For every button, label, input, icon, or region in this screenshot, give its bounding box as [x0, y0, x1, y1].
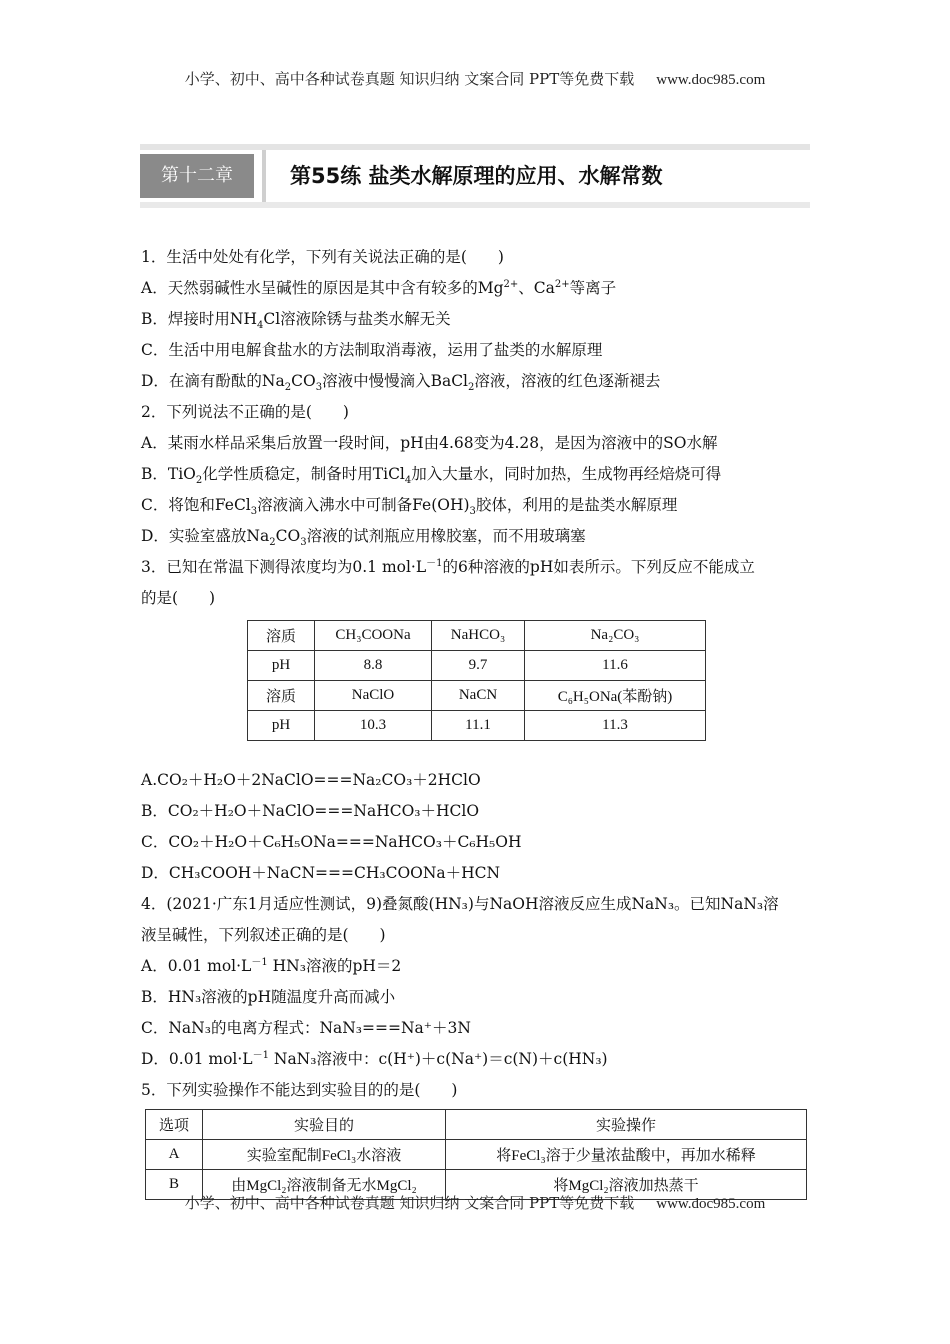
q2-c-sub2: 3: [469, 506, 476, 518]
table-cell: A: [146, 1140, 203, 1170]
q2-c-sub: 3: [250, 506, 258, 518]
table-row: [146, 1140, 807, 1170]
q2-b-text3: 加入大量水，同时加热，生成物再经焙烧可得: [411, 465, 722, 483]
q1-a-sup2: 2+: [554, 278, 570, 290]
table-cell: CH₃COONa: [315, 621, 432, 651]
q1-d-sub2: 3: [315, 382, 323, 394]
table-cell: 9.7: [432, 651, 525, 681]
chapter-banner: [140, 144, 810, 208]
q2-d-text2: CO: [275, 527, 301, 545]
table-cell: 实验室配制FeCl₃水溶液: [203, 1140, 446, 1170]
q1-option-b: [141, 304, 810, 335]
q4-option-b: B．HN₃溶液的pH随温度升高而减小: [141, 988, 396, 1006]
header-site-link[interactable]: www.doc985.com: [656, 72, 766, 88]
table-cell: NaClO: [315, 681, 432, 711]
q1-b-sub: 4: [256, 320, 264, 332]
table-cell: B: [146, 1170, 203, 1200]
q1-d-sub: 2: [284, 382, 292, 394]
q4-stem-line2: 液呈碱性，下列叙述正确的是( ): [141, 926, 386, 944]
table-cell: NaCN: [432, 681, 525, 711]
q2-b-sub: 2: [195, 475, 203, 487]
q2-b-sub2: 4: [404, 475, 412, 487]
footer-site-link[interactable]: www.doc985.com: [656, 1196, 766, 1212]
page-header-top: [0, 68, 950, 89]
q1-option-c: C．生活中用电解食盐水的方法制取消毒液，运用了盐类的水解原理: [141, 341, 603, 359]
table-cell: 8.8: [315, 651, 432, 681]
q1-stem: 1．生活中处处有化学，下列有关说法正确的是( ): [141, 248, 504, 266]
table-row: [146, 1110, 807, 1140]
q3-stem-line2: 的是( ): [141, 589, 216, 607]
table-cell: C₆H₅ONa(苯酚钠): [525, 681, 706, 711]
q2-option-a: A．某雨水样品采集后放置一段时间，pH由4.68变为4.28，是因为溶液中的SO水解: [141, 434, 718, 452]
q4-a-sup: －1: [251, 956, 268, 968]
q2-b-text: B．TiO: [141, 465, 196, 483]
q3-ph-table: [247, 620, 706, 741]
table-header-cell: 选项: [146, 1110, 203, 1140]
q2-c-text: C．将饱和FeCl: [141, 496, 251, 514]
q2-c-text2: 溶液滴入沸水中可制备Fe(OH): [257, 496, 470, 514]
q3-option-a: A.CO₂＋H₂O＋2NaClO===Na₂CO₃＋2HClO: [141, 771, 481, 789]
q3-option-b: B．CO₂＋H₂O＋NaClO===NaHCO₃＋HClO: [141, 802, 480, 820]
q1-a-sup: 2+: [503, 278, 519, 290]
q2-option-d: [141, 521, 810, 552]
q1-d-sub3: 2: [468, 382, 475, 394]
q2-d-text3: 溶液的试剂瓶应用橡胶塞，而不用玻璃塞: [306, 527, 586, 545]
q4-a-text2: HN₃溶液的pH＝2: [267, 957, 402, 975]
table-cell: 溶质: [248, 681, 315, 711]
table-cell: pH: [248, 711, 315, 741]
table-cell: 由MgCl₂溶液制备无水MgCl₂: [203, 1170, 446, 1200]
q4-d-text2: NaN₃溶液中：c(H⁺)＋c(Na⁺)＝c(N)＋c(HN₃): [268, 1050, 608, 1068]
table-row: [248, 651, 706, 681]
page-footer: [0, 1192, 950, 1213]
q1-d-text: D．在滴有酚酞的Na: [141, 372, 285, 390]
q1-a-text3: 等离子: [569, 279, 617, 297]
table-cell: 11.6: [525, 651, 706, 681]
q3-stem-line1: [141, 552, 810, 583]
table-row: [248, 621, 706, 651]
table-cell: 10.3: [315, 711, 432, 741]
q4-a-text: A．0.01 mol·L: [141, 957, 252, 975]
table-cell: 11.3: [525, 711, 706, 741]
table-cell: 将FeCl₃溶于少量浓盐酸中，再加水稀释: [446, 1140, 807, 1170]
q1-b-text2: Cl溶液除锈与盐类水解无关: [263, 310, 451, 328]
q1-a-text: A．天然弱碱性水呈碱性的原因是其中含有较多的Mg: [141, 279, 504, 297]
q2-option-b: [141, 459, 810, 490]
q1-option-d: [141, 366, 810, 397]
q1-b-text: B．焊接时用NH: [141, 310, 257, 328]
q5-experiment-table: [145, 1109, 807, 1200]
q1-d-text3: 溶液中慢慢滴入BaCl: [322, 372, 469, 390]
q4-option-a: [141, 951, 810, 982]
q2-option-c: [141, 490, 810, 521]
table-cell: pH: [248, 651, 315, 681]
q4-d-text: D．0.01 mol·L: [141, 1050, 253, 1068]
table-row: [248, 711, 706, 741]
q3-stem-text: 3．已知在常温下测得浓度均为0.1 mol·L: [141, 558, 427, 576]
q4-d-sup: －1: [252, 1049, 269, 1061]
q5-stem: 5．下列实验操作不能达到实验目的的是( ): [141, 1081, 458, 1099]
banner-divider: [262, 150, 266, 204]
table-cell: Na₂CO₃: [525, 621, 706, 651]
q2-d-text: D．实验室盛放Na: [141, 527, 270, 545]
q2-stem: 2．下列说法不正确的是( ): [141, 403, 349, 421]
header-text: 小学、初中、高中各种试卷真题 知识归纳 文案合同 PPT等免费下载: [184, 70, 635, 88]
q1-d-text2: CO: [291, 372, 316, 390]
q2-d-sub: 2: [269, 537, 276, 549]
table-cell: NaHCO₃: [432, 621, 525, 651]
table-cell: 11.1: [432, 711, 525, 741]
footer-text: 小学、初中、高中各种试卷真题 知识归纳 文案合同 PPT等免费下载: [184, 1194, 635, 1212]
table-row: [248, 681, 706, 711]
q3-option-c: C．CO₂＋H₂O＋C₆H₅ONa===NaHCO₃＋C₆H₅OH: [141, 833, 522, 851]
q2-b-text2: 化学性质稳定，制备时用TiCl: [202, 465, 405, 483]
q1-d-text4: 溶液，溶液的红色逐渐褪去: [474, 372, 661, 390]
q4-option-d: [141, 1044, 810, 1075]
q2-c-text3: 胶体，利用的是盐类水解原理: [475, 496, 678, 514]
q2-d-sub2: 3: [300, 537, 307, 549]
page-title: 第55练 盐类水解原理的应用、水解常数: [290, 164, 663, 188]
chapter-label: 第十二章: [140, 154, 254, 198]
q1-option-a: [141, 273, 810, 304]
q4-stem-line1: 4．(2021·广东1月适应性测试，9)叠氮酸(HN₃)与NaOH溶液反应生成NaN₃。已知NaN₃溶: [141, 895, 779, 913]
q1-a-text2: 、Ca: [518, 279, 555, 297]
table-cell: 溶质: [248, 621, 315, 651]
q3-option-d: D．CH₃COOH＋NaCN===CH₃COONa＋HCN: [141, 864, 501, 882]
q3-stem-sup: －1: [426, 557, 443, 569]
q3-stem-text2: 的6种溶液的pH如表所示。下列反应不能成立: [442, 558, 755, 576]
banner-bottom-rule: [140, 202, 810, 208]
q4-option-c: C．NaN₃的电离方程式：NaN₃===Na⁺＋3N: [141, 1019, 471, 1037]
banner-top-rule: [140, 144, 810, 150]
table-header-cell: 实验操作: [446, 1110, 807, 1140]
table-cell: 将MgCl₂溶液加热蒸干: [446, 1170, 807, 1200]
table-header-cell: 实验目的: [203, 1110, 446, 1140]
question-list: [141, 242, 810, 1200]
